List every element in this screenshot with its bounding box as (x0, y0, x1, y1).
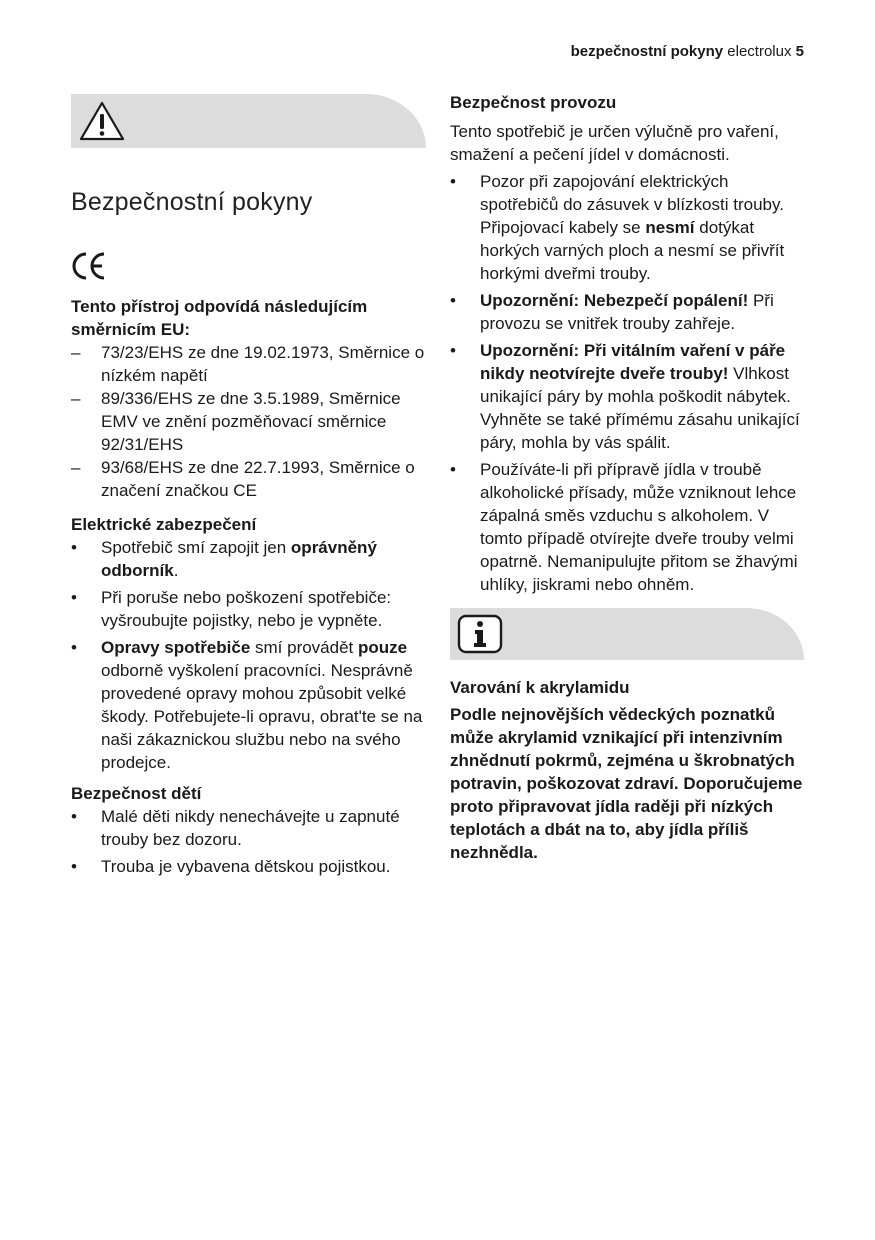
list-item: • Opravy spotřebiče smí provádět pouze odborně vyškolení pracovníci. Nesprávně provedené opravy mohou způsobit velké škody. Potřebujete-li opravu, obrat'te se na naši zákaznickou službu nebo na svého prodejce. (71, 636, 426, 774)
list-item: • Trouba je vybavena dětskou pojistkou. (71, 855, 426, 878)
ce-mark-icon (71, 251, 426, 283)
right-column (450, 91, 806, 864)
header-section: bezpečnostní pokyny (570, 43, 724, 60)
eu-directives-list (71, 341, 426, 502)
list-item: – 93/68/EHS ze dne 22.7.1993, Směrnice o značení značkou CE (71, 456, 426, 502)
left-column (71, 94, 426, 882)
list-item: • Spotřebič smí zapojit jen oprávněný odborník. (71, 536, 426, 582)
electrical-safety-heading: Elektrické zabezpečení (71, 515, 257, 534)
operation-intro: Tento spotřebič je určen výlučně pro vaření, smažení a pečení jídel v domácnosti. (450, 122, 779, 164)
eu-directives-heading: Tento přístroj odpovídá následujícím směrnicím EU: (71, 297, 368, 339)
list-item: • Při poruše nebo poškození spotřebiče: vyšroubujte pojistky, nebo je vypněte. (71, 586, 426, 632)
acrylamide-heading: Varování k akrylamidu (450, 678, 630, 697)
electrical-safety-list (71, 536, 426, 774)
list-item: • Malé děti nikdy nenechávejte u zapnuté trouby bez dozoru. (71, 805, 426, 851)
list-item: • Upozornění: Při vitálním vaření v páře nikdy neotvírejte dveře trouby! Vlhkost unikající páry by mohla poškodit nábytek. Vyhněte se také přímému zásahu unikající páry, mohla by vás spálit. (450, 339, 806, 454)
warning-banner (71, 94, 426, 148)
page-title: Bezpečnostní pokyny (71, 188, 313, 216)
list-item: • Pozor při zapojování elektrických spotřebičů do zásuvek v blízkosti trouby. Připojovací kabely se nesmí dotýkat horkých varných ploch a nesmí se přivřít horkými dveřmi trouby. (450, 170, 806, 285)
child-safety-list (71, 805, 426, 878)
operation-safety-heading: Bezpečnost provozu (450, 93, 617, 112)
list-item: – 89/336/EHS ze dne 3.5.1989, Směrnice EMV ve znění pozměňovací směrnice 92/31/EHS (71, 387, 426, 456)
child-safety-heading: Bezpečnost dětí (71, 784, 202, 803)
info-banner (450, 608, 804, 660)
warning-icon (77, 99, 127, 143)
acrylamide-warning-text: Podle nejnovějších vědeckých poznatků může akrylamid vznikající při intenzivním zhnědnutí pokrmů, zejména u škrobnatých potravin, poškozovat zdraví. Doporučujeme proto připravovat jídla raději při nízkých teplotách a dbát na to, aby jídla příliš nezhnědla. (450, 705, 803, 862)
header-brand: electrolux (727, 43, 792, 60)
list-item: • Používáte-li při přípravě jídla v troubě alkoholické přísady, může vzniknout lehce zápalná směs vzduchu s alkoholem. V tomto případě otvírejte dveře trouby velmi opatrně. Nemanipulujte přitom se žhavými uhlíky, jiskrami nebo ohněm. (450, 458, 806, 596)
page-number: 5 (795, 43, 804, 60)
list-item: • Upozornění: Nebezpečí popálení! Při provozu se vnitřek trouby zahřeje. (450, 289, 806, 335)
info-icon (457, 614, 503, 654)
list-item: – 73/23/EHS ze dne 19.02.1973, Směrnice o nízkém napětí (71, 341, 426, 387)
operation-safety-list (450, 170, 806, 596)
page-header (571, 43, 804, 60)
